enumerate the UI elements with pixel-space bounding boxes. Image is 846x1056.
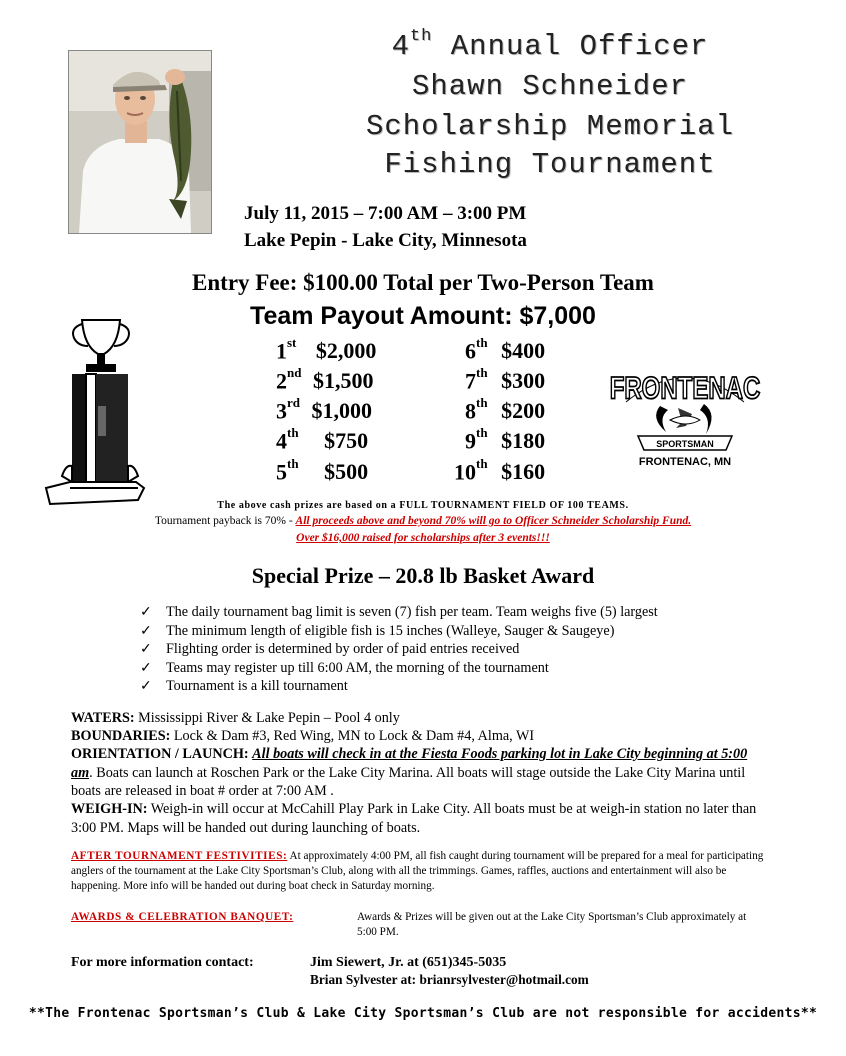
check-icon: ✓ xyxy=(140,659,152,676)
check-icon: ✓ xyxy=(140,604,152,620)
check-icon: ✓ xyxy=(140,622,152,639)
special-prize: Special Prize – 20.8 lb Basket Award xyxy=(251,563,595,588)
prize-9: 9th $180 xyxy=(465,425,546,454)
disclaimer: **The Frontenac Sportsman’s Club & Lake City Sportsman’s Club are not responsible for accidents** xyxy=(28,1006,818,1021)
frontenac-logo-icon xyxy=(609,362,761,454)
banquet-text: Awards & Prizes will be given out at the Lake City Sportsman’s Club approximately at 5:00 PM. xyxy=(357,911,747,938)
rule-item: ✓ Flighting order is determined by order of paid entries received xyxy=(140,641,520,657)
scholarship-fund-note: All proceeds above and beyond 70% will go to Officer Schneider Scholarship Fund. xyxy=(295,515,692,527)
check-icon: ✓ xyxy=(140,678,152,694)
prize-4: 4th $750 xyxy=(276,425,369,454)
rule-item: ✓ The minimum length of eligible fish is 15 inches (Walleye, Sauger & Saugeye) xyxy=(140,622,615,639)
event-date-time: July 11, 2015 – 7:00 AM – 3:00 PM xyxy=(244,203,527,224)
title-line-1: 4th Annual Officer xyxy=(391,27,709,63)
prize-6: 6th $400 xyxy=(465,335,546,364)
check-icon: ✓ xyxy=(140,641,152,657)
orientation-paragraph: ORIENTATION / LAUNCH: All boats will check in at the Fiesta Foods parking lot in Lake City beginning at 5:00 am. Boats can launch at Roschen Park or the Lake City Marina. All boats will stage outside the Lake City Marina until boats are released in boat # order at 7:00 AM . xyxy=(71,746,748,799)
angler-with-fish-image xyxy=(69,51,211,233)
banquet-heading: AWARDS & CELEBRATION BANQUET: xyxy=(71,911,294,923)
entry-fee: Entry Fee: $100.00 Total per Two-Person Team xyxy=(192,270,654,295)
prize-8: 8th $200 xyxy=(465,395,546,424)
trophy-icon xyxy=(42,316,147,506)
event-location: Lake Pepin - Lake City, Minnesota xyxy=(244,230,527,251)
title-line-4: Fishing Tournament xyxy=(384,148,716,181)
logo-brand-text: FRONTENAC xyxy=(609,370,761,406)
prize-5: 5th $500 xyxy=(276,456,369,485)
title-line-2: Shawn Schneider xyxy=(411,70,689,103)
payback-note: Tournament payback is 70% - All proceeds above and beyond 70% will go to Officer Schneider Scholarship Fund. xyxy=(154,515,692,527)
rule-item: ✓ Teams may register up till 6:00 AM, the morning of the tournament xyxy=(140,659,549,676)
rule-item: ✓ The daily tournament bag limit is seven (7) fish per team. Team weighs five (5) largest xyxy=(140,604,658,620)
team-payout: Team Payout Amount: $7,000 xyxy=(250,302,596,330)
boundaries-line: BOUNDARIES: Lock & Dam #3, Red Wing, MN to Lock & Dam #4, Alma, WI xyxy=(71,728,535,744)
contact-brian: Brian Sylvester at: brianrsylvester@hotmail.com xyxy=(310,972,589,987)
prize-2: 2nd $1,500 xyxy=(276,365,374,394)
prize-3: 3rd $1,000 xyxy=(276,395,372,424)
field-note: The above cash prizes are based on a FULL TOURNAMENT FIELD OF 100 TEAMS. xyxy=(217,500,629,511)
prize-1: 1st $2,000 xyxy=(276,335,377,364)
prize-7: 7th $300 xyxy=(465,365,546,394)
rules-list xyxy=(140,603,658,696)
festivities-heading: AFTER TOURNAMENT FESTIVITIES: xyxy=(71,850,288,862)
weighin-paragraph: WEIGH-IN: Weigh-in will occur at McCahill Play Park in Lake City. All boats must be at weigh-in station no later than 3:00 PM. Maps will be handed out during launching of boats. xyxy=(71,801,757,836)
frontenac-sportsman-logo xyxy=(609,362,761,472)
logo-caption: FRONTENAC, MN xyxy=(638,456,732,468)
contact-jim: Jim Siewert, Jr. at (651)345-5035 xyxy=(310,955,507,970)
title-line-3: Scholarship Memorial xyxy=(365,110,735,143)
angler-photo xyxy=(68,50,212,234)
contact-label: For more information contact: xyxy=(71,955,254,970)
rule-item: ✓ Tournament is a kill tournament xyxy=(140,678,348,694)
waters-line: WATERS: Mississippi River & Lake Pepin – Pool 4 only xyxy=(71,710,400,726)
logo-ribbon-text: SPORTSMAN xyxy=(656,439,714,449)
festivities-paragraph: AFTER TOURNAMENT FESTIVITIES: At approximately 4:00 PM, all fish caught during tournament will be prepared for a meal for participating anglers of the tournament at the Lake City Sportsman’s Club, along with all the trimmings. Games, raffles, auctions and entertainment will also be happening. More info will be handed out during boat check in Saturday morning. xyxy=(71,850,764,892)
raised-note: Over $16,000 raised for scholarships after 3 events!!! xyxy=(296,532,550,544)
prize-10: 10th $160 xyxy=(454,456,546,485)
